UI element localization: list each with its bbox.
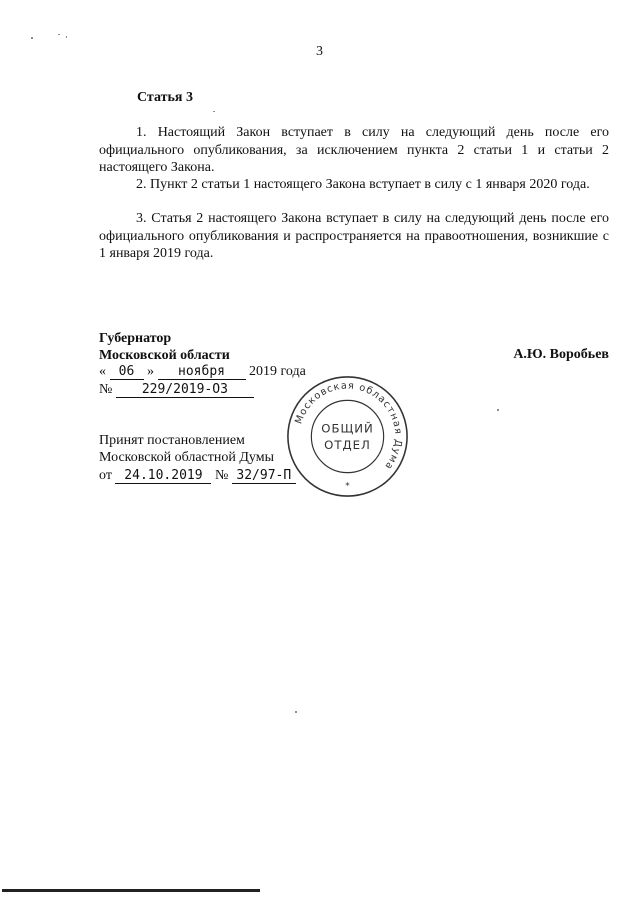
official-stamp (284, 373, 411, 500)
scan-speck (497, 409, 499, 411)
bottom-rule (2, 889, 260, 892)
date-close-quote: » (147, 364, 154, 379)
stamp-center-line2: ОТДЕЛ (324, 438, 371, 453)
scan-speck (213, 111, 215, 112)
article-title: Статья 3 (137, 90, 193, 105)
adoption-date-line (99, 468, 296, 484)
scan-speck (58, 34, 60, 35)
page-number: 3 (316, 44, 323, 59)
stamp-star: * (345, 481, 350, 492)
scan-speck (295, 711, 297, 713)
region-title: Московской области (99, 348, 230, 363)
date-year: 2019 года (249, 364, 306, 379)
scan-speck (31, 37, 33, 39)
paragraph-3: 3. Статья 2 настоящего Закона вступает в силу на следующий день после его официального опубликования и распространяется на правоотношения, возникшие с 1 января 2019 года. (99, 211, 609, 261)
adoption-line-1: Принят постановлением (99, 433, 245, 448)
law-number-prefix: № (99, 382, 113, 397)
stamp-inner-ring (311, 400, 383, 472)
law-number-line (99, 382, 254, 398)
signing-date-line (99, 364, 306, 380)
adoption-line-2: Московской областной Думы (99, 450, 274, 465)
scan-speck (66, 36, 67, 38)
adoption-from-prefix: от (99, 468, 112, 483)
law-number: 229/2019-ОЗ (116, 383, 254, 398)
paragraph-1: 1. Настоящий Закон вступает в силу на следующий день после его официального опубликования, за исключением пункта 2 статьи 1 и статьи 2 настоящего Закона. (99, 125, 609, 175)
adoption-number-prefix: № (214, 468, 229, 483)
governor-title: Губернатор (99, 331, 172, 346)
stamp-outer-ring (288, 377, 407, 496)
adoption-number: 32/97-П (232, 469, 296, 484)
stamp-ring-text: Московская областная Дума (293, 380, 404, 472)
stamp-center-line1: ОБЩИЙ (321, 421, 374, 436)
adoption-date: 24.10.2019 (115, 469, 211, 484)
signatory-name: А.Ю. Воробьев (513, 347, 609, 362)
date-open-quote: « (99, 364, 106, 379)
paragraph-2: 2. Пункт 2 статьи 1 настоящего Закона вступает в силу с 1 января 2020 года. (136, 177, 590, 192)
date-month: ноября (158, 365, 246, 380)
date-day: 06 (110, 365, 144, 380)
